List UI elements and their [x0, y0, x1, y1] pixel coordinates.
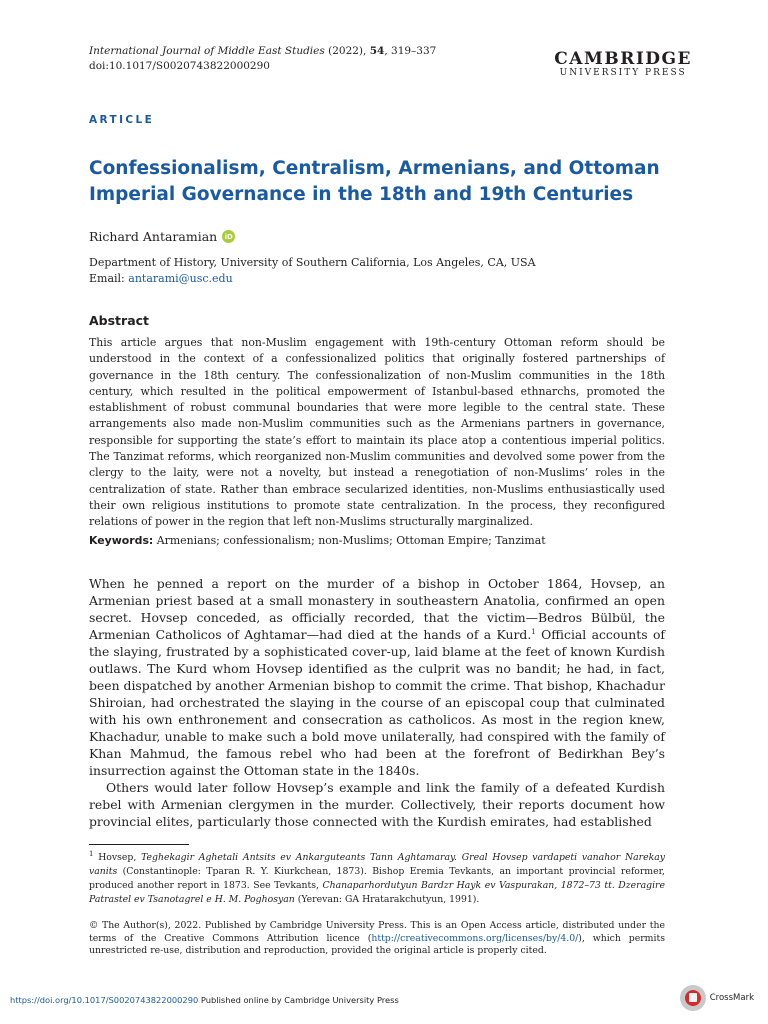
publisher-subtitle: UNIVERSITY PRESS [559, 68, 687, 78]
crossmark-button[interactable] [680, 985, 754, 1011]
abstract-text: This article argues that non-Muslim engagement with 19th-century Ottoman reform should be understood in the context of a confessionalized politics that originally fostered partnerships of governance in the 18th century. The confessionalization of non-Muslim communities in the 18th century, which resulted in the political empowerment of Istanbul-based ethnarchs, promoted the establishment of robust communal boundaries that were more legible to the central state. These arrangements also made non-Muslim communities such as the Armenians partners in governance, responsible for supporting the state’s effort to maintain its place atop a contentious imperial politics. The Tanzimat reforms, which reorganized non-Muslim communities and devolved some power from the clergy to the laity, were not a novelty, but instead a renegotiation of non-Muslims’ roles in the centralization of state. Rather than embrace secularized identities, non-Muslims enthusiastically used their own religious institutions to promote state centralization. In the process, they reconfigured relations of power in the region that left non-Muslims structurally marginalized. [89, 336, 665, 529]
article-title: Confessionalism, Centralism, Armenians, and Ottoman Imperial Governance in the 18th and 19th Centuries [89, 158, 660, 205]
article-doi[interactable]: doi:10.1017/S0020743822000290 [89, 60, 270, 72]
footnote-text-c: (Yerevan: GA Hratarakchutyun, 1991). [294, 894, 480, 905]
footer-published: Published online by Cambridge University Press [198, 995, 399, 1005]
body-paragraph-1-part-a: When he penned a report on the murder of a bishop in October 1864, Hovsep, an Armenian priest based at a small monastery in southeastern Anatolia, confirmed an open secret. Hovsep conceded, as officially recorded, that the victim—Bedros Bülbül, the Armenian Catholicos of Aghtamar—had died at the hands of a Kurd. [89, 576, 665, 642]
copyright-text-b: ), which permits unrestricted re-use, distribution and reproduction, provided the original article is properly cited. [89, 932, 665, 956]
body-text [89, 575, 665, 830]
license-link[interactable]: http://creativecommons.org/licenses/by/4.0/ [371, 932, 579, 944]
copyright-text-a: © The Author(s), 2022. Published by Cambridge University Press. This is an Open Access article, distributed under the terms of the Creative Commons Attribution licence ( [89, 920, 665, 944]
footnote-title-2: Chanaparhordutyun Bardzr Hayk ev Vaspurakan, 1872–73 tt. Dzeragire Patrastel ev Tsanotagrel e H. M. Poghosyan [89, 880, 665, 905]
body-paragraph-2: Others would later follow Hovsep’s example and link the family of a defeated Kurdish rebel with Armenian clergymen in the murder. Collectively, their reports document how provincial elites, particularly those connected with the Kurdish emirates, had established [89, 780, 665, 829]
crossmark-label: CrossMark [709, 993, 754, 1003]
author-name: Richard Antaramian [89, 229, 218, 244]
footer-doi-link[interactable]: https://doi.org/10.1017/S0020743822000290 [10, 995, 199, 1005]
footnote-text-b: (Constantinople: Tparan R. Y. Kiurkchean, 1873). Bishop Eremia Tevkants, an important provincial reformer, produced another report in 1873. See Tevkants, [89, 866, 665, 891]
author-line [89, 229, 235, 244]
email-label: Email: [89, 271, 129, 285]
orcid-icon[interactable]: iD [222, 230, 235, 243]
footnote-title-1: Teghekagir Aghetali Antsits ev Ankarguteants Tann Aghtamaray. Greal Hovsep vardapeti vanahor Narekay vanits [89, 852, 666, 877]
body-paragraph-1-part-b: Official accounts of the slaying, frustrated by a sophisticated cover-up, laid blame at the feet of known Kurdish outlaws. The Kurd whom Hovsep identified as the culprit was no bandit; he had, in fact, been dispatched by another Armenian bishop to commit the crime. That bishop, Khachadur Shiroian, had orchestrated the slaying in the course of an episcopal coup that culminated with his own enthronement and consecration as catholicos. As most in the region knew, Khachadur, unable to make such a bold move unilaterally, had conspired with the family of Khan Mahmud, the famous rebel who had been at the forefront of Bedirkhan Bey’s insurrection against the Ottoman state in the 1840s. [89, 627, 666, 778]
copyright-notice [89, 920, 665, 958]
keywords-list: Armenians; confessionalism; non-Muslims; Ottoman Empire; Tanzimat [153, 534, 546, 547]
journal-citation [89, 44, 436, 74]
footnote-divider [89, 844, 189, 845]
journal-volume: 54 [369, 45, 385, 57]
footnote-1 [89, 851, 665, 907]
page-footer [10, 995, 399, 1005]
publisher-logo [554, 50, 692, 79]
article-type-label: ARTICLE [89, 114, 155, 126]
abstract-heading: Abstract [89, 313, 150, 328]
email-link[interactable]: antarami@usc.edu [128, 271, 233, 285]
footnote-number: 1 [89, 849, 94, 858]
keywords-label: Keywords: [89, 534, 154, 547]
publisher-name: CAMBRIDGE [554, 49, 692, 69]
crossmark-icon [680, 985, 706, 1011]
body-paragraph-1 [89, 575, 665, 779]
footnote-text-a: Hovsep, [93, 852, 142, 863]
journal-pages: , 319–337 [384, 45, 437, 57]
journal-year: (2022), [324, 45, 370, 57]
footnote-ref-1[interactable]: 1 [531, 627, 536, 636]
author-affiliation [89, 255, 536, 286]
affiliation-text: Department of History, University of Southern California, Los Angeles, CA, USA [89, 256, 536, 269]
journal-name: International Journal of Middle East Studies [89, 45, 325, 57]
keywords [89, 534, 679, 547]
